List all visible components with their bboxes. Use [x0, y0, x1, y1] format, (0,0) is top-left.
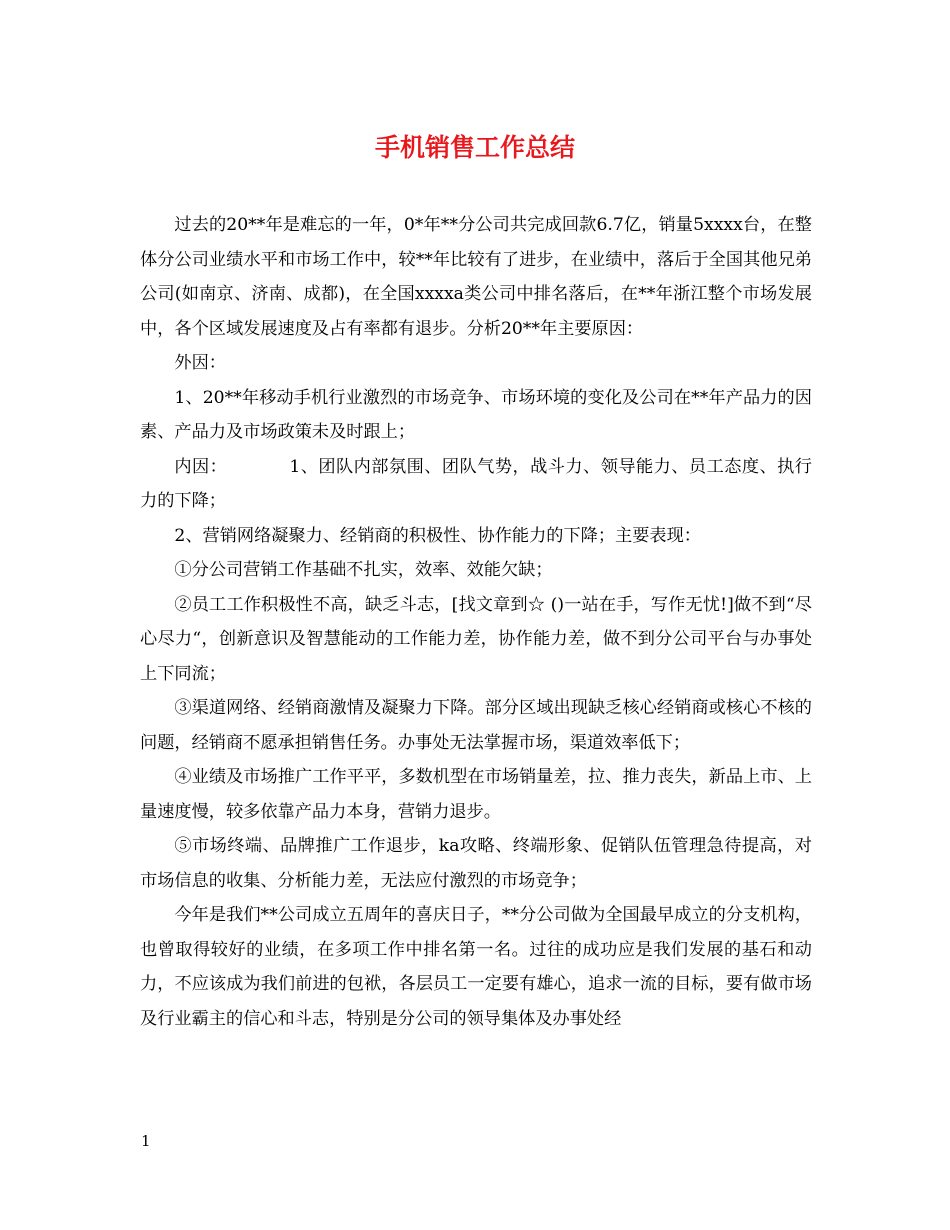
document-body [140, 208, 812, 1036]
paragraph-internal-causes: 内因： 1、团队内部氛围、团队气势，战斗力、领导能力、员工态度、执行力的下降； [140, 456, 812, 511]
paragraph-external-cause-1: 1、20**年移动手机行业激烈的市场竞争、市场环境的变化及公司在**年产品力的因素、产品力及市场政策未及时跟上； [140, 387, 812, 442]
paragraph-intro: 过去的20**年是难忘的一年，0*年**分公司共完成回款6.7亿，销量5xxxx台，在整体分公司业绩水平和市场工作中，较**年比较有了进步，在业绩中，落后于全国其他兄弟公司(如南京、济南、成都)，在全国xxxxa类公司中排名落后，在**年浙江整个市场发展中，各个区域发展速度及占有率都有退步。分析20**年主要原因： [140, 215, 812, 339]
paragraph-internal-cause-2: 2、营销网络凝聚力、经销商的积极性、协作能力的下降；主要表现： [174, 525, 701, 546]
document-title: 手机销售工作总结 [374, 133, 575, 162]
paragraph-point-5: ⑤市场终端、品牌推广工作退步，ka攻略、终端形象、促销队伍管理急待提高，对市场信息的收集、分析能力差，无法应付激烈的市场竞争； [140, 836, 812, 891]
page-number: 1 [141, 1132, 151, 1150]
paragraph-anniversary: 今年是我们**公司成立五周年的喜庆日子，**分公司做为全国最早成立的分支机构，也曾取得较好的业绩，在多项工作中排名第一名。过往的成功应是我们发展的基石和动力，不应该成为我们前进的包袱，各层员工一定要有雄心，追求一流的目标，要有做市场及行业霸主的信心和斗志，特别是分公司的领导集体及办事处经 [140, 905, 812, 1029]
paragraph-external-causes-heading: 外因： [174, 353, 226, 373]
paragraph-point-3: ③渠道网络、经销商激情及凝聚力下降。部分区域出现缺乏核心经销商或核心不核的问题，经销商不愿承担销售任务。办事处无法掌握市场，渠道效率低下； [140, 698, 812, 753]
paragraph-point-2: ②员工工作积极性不高，缺乏斗志，[找文章到☆ ()一站在手，写作无忧!]做不到“尽心尽力“，创新意识及智慧能动的工作能力差，协作能力差，做不到分公司平台与办事处上下同流； [140, 594, 812, 684]
paragraph-point-4: ④业绩及市场推广工作平平，多数机型在市场销量差，拉、推力丧失，新品上市、上量速度慢，较多依靠产品力本身，营销力退步。 [140, 767, 812, 822]
paragraph-point-1: ①分公司营销工作基础不扎实，效率、效能欠缺； [174, 560, 553, 580]
